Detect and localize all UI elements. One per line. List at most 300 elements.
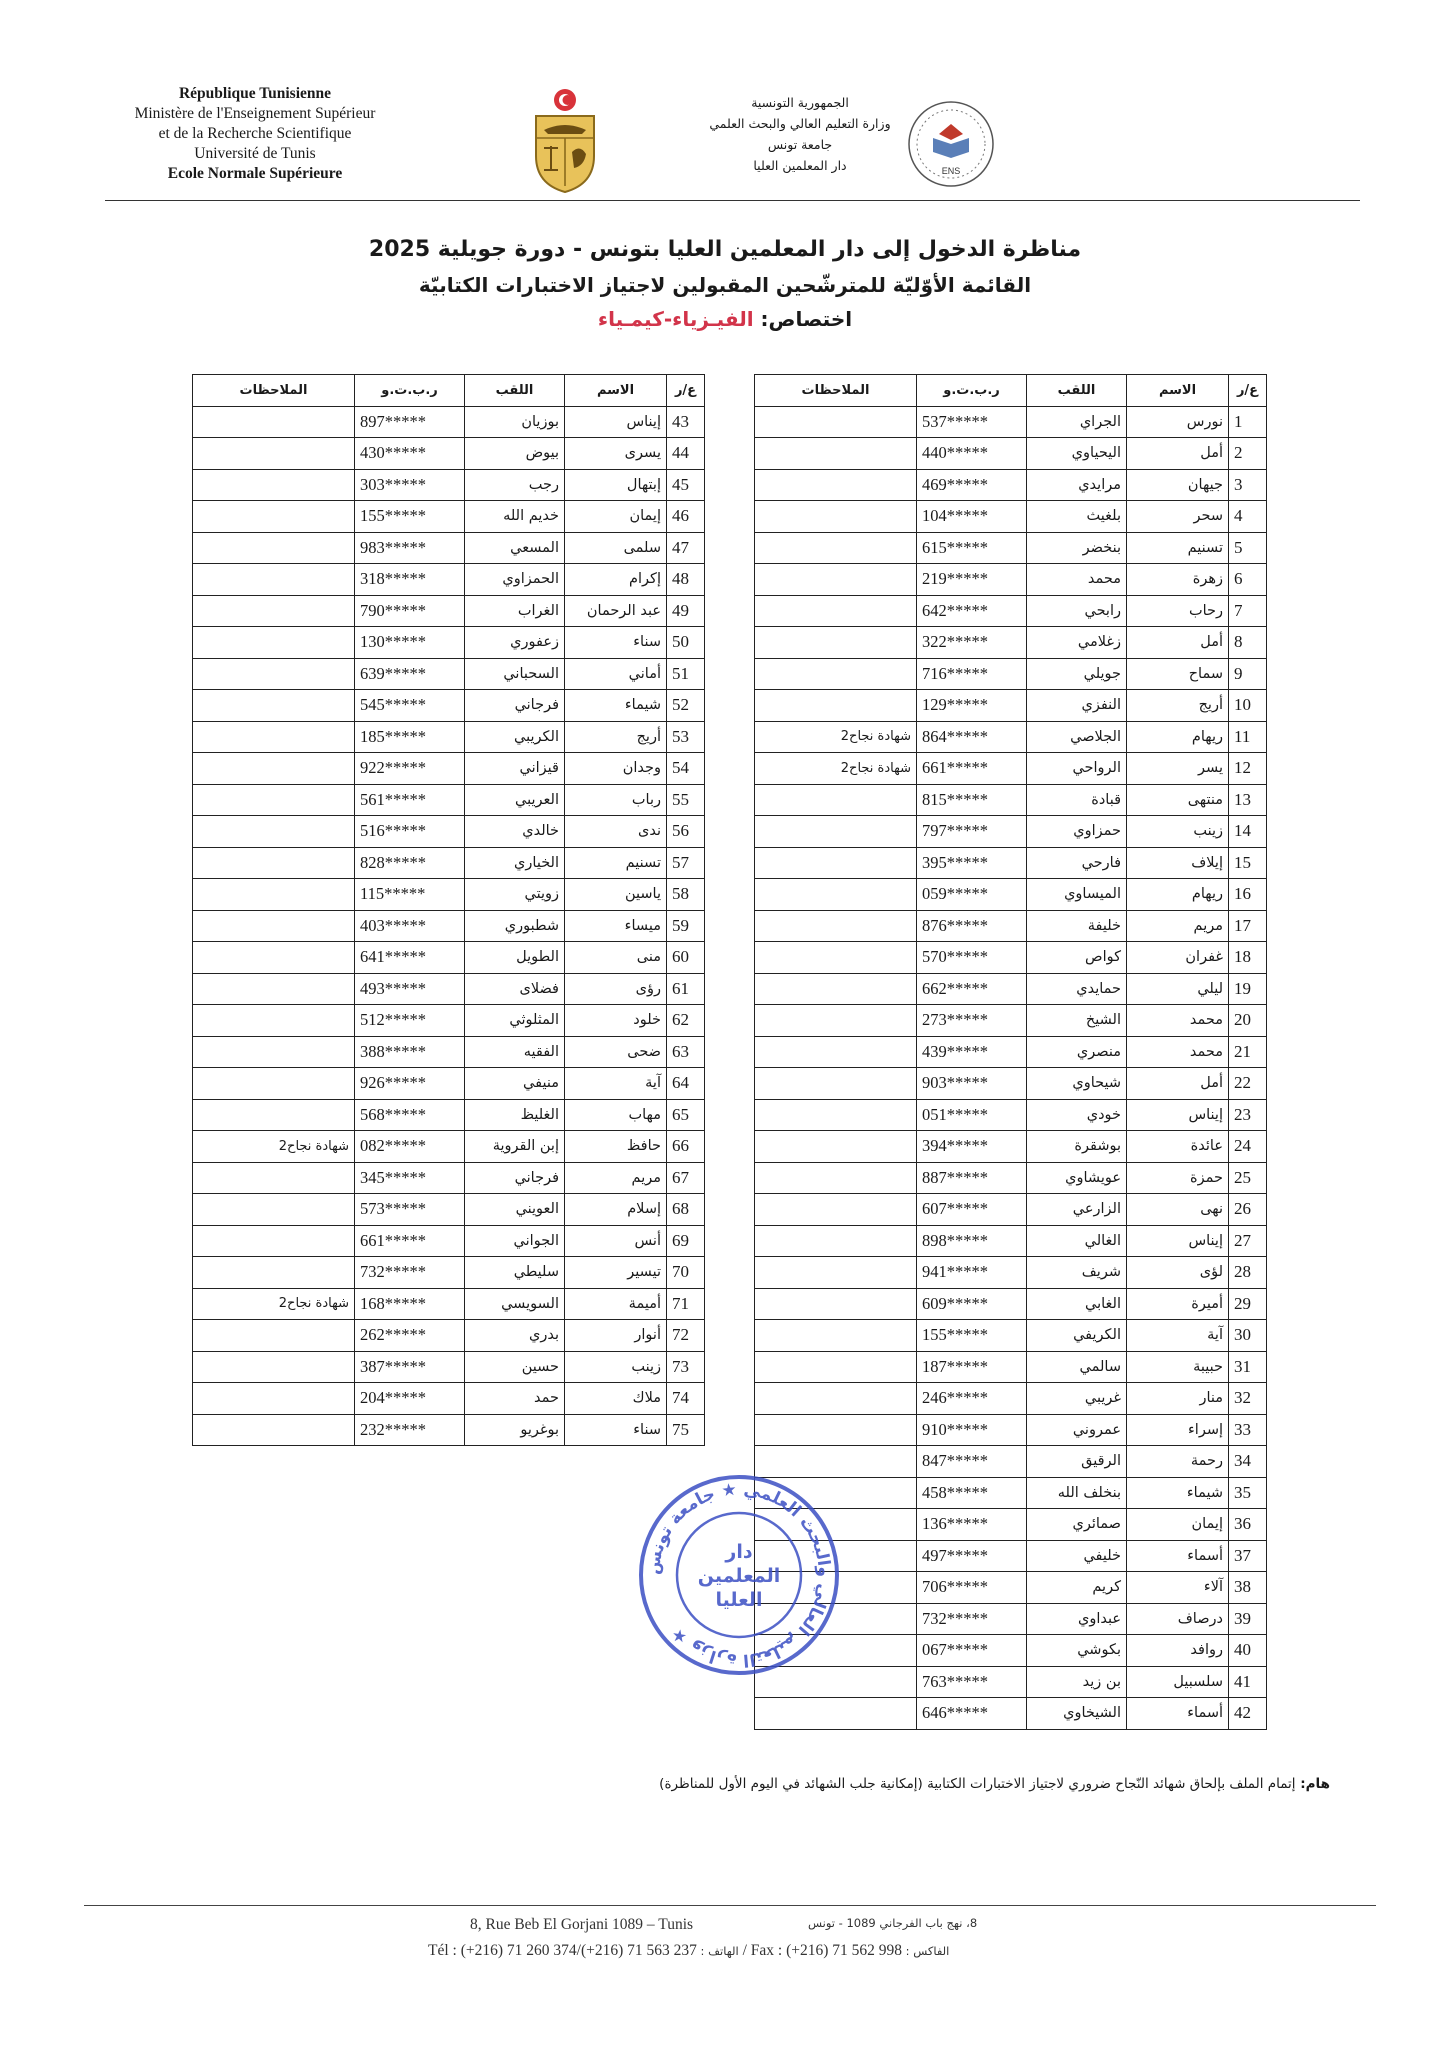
table-row (755, 1131, 1267, 1163)
table-row (193, 595, 705, 627)
candidate-name: مريم (565, 1162, 667, 1194)
candidate-note: شهادة نجاح2 (755, 721, 917, 753)
candidate-number: 73 (667, 1351, 705, 1383)
table-row (755, 438, 1267, 470)
candidate-name: إيمان (565, 501, 667, 533)
candidate-number: 12 (1229, 753, 1267, 785)
table-row (193, 1194, 705, 1226)
table-row (193, 1225, 705, 1257)
candidate-surname: حمزاوي (1027, 816, 1127, 848)
candidate-surname: المثلوثي (465, 1005, 565, 1037)
candidate-surname: الزارعي (1027, 1194, 1127, 1226)
candidate-note (193, 1383, 355, 1415)
header-name: الاسم (1127, 375, 1229, 407)
candidate-note (755, 1005, 917, 1037)
header-french-block (105, 84, 405, 184)
candidate-number: 51 (667, 658, 705, 690)
candidate-surname: اليحياوي (1027, 438, 1127, 470)
candidate-note (193, 438, 355, 470)
candidate-name: عائدة (1127, 1131, 1229, 1163)
table-row (193, 910, 705, 942)
footer-address-ar: 8، نهج باب الفرجاني 1089 - تونس (808, 1916, 978, 1930)
table-row (755, 1257, 1267, 1289)
table-row (755, 1383, 1267, 1415)
candidate-id: 458***** (917, 1477, 1027, 1509)
candidate-surname: قبادة (1027, 784, 1127, 816)
candidates-table-left (192, 374, 705, 1446)
candidate-surname: النفزي (1027, 690, 1127, 722)
candidate-name: ياسين (565, 879, 667, 911)
table-row (755, 532, 1267, 564)
header-name: الاسم (565, 375, 667, 407)
table-row (755, 564, 1267, 596)
candidate-note (755, 1320, 917, 1352)
candidate-note (755, 1162, 917, 1194)
candidate-number: 36 (1229, 1509, 1267, 1541)
candidate-name: يسر (1127, 753, 1229, 785)
candidate-name: لؤى (1127, 1257, 1229, 1289)
candidate-number: 21 (1229, 1036, 1267, 1068)
candidate-id: 387***** (355, 1351, 465, 1383)
table-row (193, 1383, 705, 1415)
candidate-name: منى (565, 942, 667, 974)
candidate-number: 10 (1229, 690, 1267, 722)
candidate-surname: إبن القروية (465, 1131, 565, 1163)
candidate-number: 60 (667, 942, 705, 974)
table-row (193, 564, 705, 596)
table-row (755, 1194, 1267, 1226)
candidate-name: زينب (565, 1351, 667, 1383)
candidate-note (755, 438, 917, 470)
table-row (193, 1036, 705, 1068)
specialty-value: الفيـزياء-كيمـياء (597, 307, 754, 331)
candidate-number: 43 (667, 406, 705, 438)
candidate-id: 115***** (355, 879, 465, 911)
candidate-name: إيلاف (1127, 847, 1229, 879)
candidate-note (193, 1351, 355, 1383)
candidate-note (755, 973, 917, 1005)
table-row (755, 690, 1267, 722)
stamp-center-line: المعلمين (697, 1565, 781, 1587)
footer-divider (84, 1905, 1376, 1906)
candidate-name: وجدان (565, 753, 667, 785)
candidate-id: 790***** (355, 595, 465, 627)
candidate-number: 32 (1229, 1383, 1267, 1415)
table-row (755, 1068, 1267, 1100)
candidate-number: 69 (667, 1225, 705, 1257)
candidate-id: 394***** (917, 1131, 1027, 1163)
table-row (755, 1698, 1267, 1730)
candidate-name: نورس (1127, 406, 1229, 438)
candidate-note (193, 753, 355, 785)
table-header-row (755, 375, 1267, 407)
candidate-surname: فرجاني (465, 1162, 565, 1194)
candidate-surname: صمائري (1027, 1509, 1127, 1541)
candidate-note (193, 1162, 355, 1194)
candidate-name: أمل (1127, 627, 1229, 659)
header-fr-line: République Tunisienne (178, 85, 332, 102)
table-row (755, 1320, 1267, 1352)
candidate-name: أمل (1127, 438, 1229, 470)
candidate-note (193, 1257, 355, 1289)
candidate-name: خلود (565, 1005, 667, 1037)
table-row (193, 1257, 705, 1289)
candidate-name: مريم (1127, 910, 1229, 942)
candidate-surname: فرجاني (465, 690, 565, 722)
candidate-number: 48 (667, 564, 705, 596)
candidate-name: آية (565, 1068, 667, 1100)
candidate-surname: زويتي (465, 879, 565, 911)
candidate-note (755, 1698, 917, 1730)
candidate-note (755, 784, 917, 816)
table-body-left (193, 406, 705, 1446)
candidate-note (193, 469, 355, 501)
candidate-surname: السويسي (465, 1288, 565, 1320)
candidate-name: جيهان (1127, 469, 1229, 501)
candidate-number: 62 (667, 1005, 705, 1037)
candidate-surname: فضلاى (465, 973, 565, 1005)
candidate-surname: كريم (1027, 1572, 1127, 1604)
candidate-id: 104***** (917, 501, 1027, 533)
table-row (193, 721, 705, 753)
candidate-number: 47 (667, 532, 705, 564)
candidate-note (755, 658, 917, 690)
candidate-note (193, 1194, 355, 1226)
candidate-number: 41 (1229, 1666, 1267, 1698)
candidate-id: 516***** (355, 816, 465, 848)
candidate-name: عبد الرحمان (565, 595, 667, 627)
candidate-surname: خديم الله (465, 501, 565, 533)
candidate-id: 430***** (355, 438, 465, 470)
candidate-name: غفران (1127, 942, 1229, 974)
candidate-note: شهادة نجاح2 (193, 1288, 355, 1320)
candidate-number: 65 (667, 1099, 705, 1131)
candidate-name: مهاب (565, 1099, 667, 1131)
candidate-name: تيسير (565, 1257, 667, 1289)
candidate-number: 70 (667, 1257, 705, 1289)
candidate-note (193, 816, 355, 848)
candidate-note (193, 627, 355, 659)
candidate-name: ندى (565, 816, 667, 848)
candidate-surname: مرايدي (1027, 469, 1127, 501)
header-ar-line: دار المعلمين العليا (753, 158, 847, 173)
table-row (755, 847, 1267, 879)
candidate-number: 27 (1229, 1225, 1267, 1257)
candidate-id: 926***** (355, 1068, 465, 1100)
table-row (755, 1225, 1267, 1257)
candidate-surname: الرقيق (1027, 1446, 1127, 1478)
candidate-surname: الغراب (465, 595, 565, 627)
candidate-name: يسرى (565, 438, 667, 470)
candidate-id: 262***** (355, 1320, 465, 1352)
candidate-note (193, 1068, 355, 1100)
candidate-number: 53 (667, 721, 705, 753)
table-row (193, 784, 705, 816)
candidate-name: تسنيم (1127, 532, 1229, 564)
candidate-surname: غريبي (1027, 1383, 1127, 1415)
candidate-note (755, 1257, 917, 1289)
candidate-surname: سليطي (465, 1257, 565, 1289)
footer-fax: Fax : (+216) 71 562 998 (750, 1942, 903, 1959)
table-row (193, 816, 705, 848)
candidate-number: 71 (667, 1288, 705, 1320)
table-row (755, 658, 1267, 690)
candidate-id: 246***** (917, 1383, 1027, 1415)
candidate-number: 24 (1229, 1131, 1267, 1163)
candidate-surname: شطبوري (465, 910, 565, 942)
header-fr-line: Université de Tunis (194, 145, 316, 162)
table-row (193, 438, 705, 470)
stamp-center-line: العليا (715, 1589, 763, 1611)
candidate-id: 662***** (917, 973, 1027, 1005)
candidate-number: 15 (1229, 847, 1267, 879)
header-arabic-block (655, 92, 945, 176)
candidate-number: 20 (1229, 1005, 1267, 1037)
table-row (193, 532, 705, 564)
candidate-id: 570***** (917, 942, 1027, 974)
table-row (193, 406, 705, 438)
candidate-number: 58 (667, 879, 705, 911)
candidate-surname: السحباني (465, 658, 565, 690)
candidate-number: 25 (1229, 1162, 1267, 1194)
candidate-note (755, 1351, 917, 1383)
candidate-surname: بلغيث (1027, 501, 1127, 533)
table-row (755, 1099, 1267, 1131)
table-row (755, 753, 1267, 785)
candidate-surname: الكريفي (1027, 1320, 1127, 1352)
table-row (193, 847, 705, 879)
candidate-surname: الغليظ (465, 1099, 565, 1131)
candidate-name: إبتهال (565, 469, 667, 501)
candidate-id: 537***** (917, 406, 1027, 438)
note-text: إتمام الملف بإلحاق شهائد النّجاح ضروري لاجتياز الاختبارات الكتابية (إمكانية جلب الشهائد في اليوم الأول للمناظرة) (659, 1776, 1296, 1792)
candidate-surname: منيفي (465, 1068, 565, 1100)
table-row (755, 627, 1267, 659)
candidate-name: ليلي (1127, 973, 1229, 1005)
candidate-number: 23 (1229, 1099, 1267, 1131)
candidate-number: 9 (1229, 658, 1267, 690)
candidate-name: إكرام (565, 564, 667, 596)
candidate-note (193, 879, 355, 911)
candidate-number: 13 (1229, 784, 1267, 816)
header-fr-line: Ministère de l'Enseignement Supérieur (134, 105, 376, 122)
candidate-number: 64 (667, 1068, 705, 1100)
candidate-number: 22 (1229, 1068, 1267, 1100)
table-row (755, 469, 1267, 501)
footer-fax-ar: : الفاكس (902, 1944, 950, 1958)
candidate-surname: العريبي (465, 784, 565, 816)
candidate-name: سناء (565, 627, 667, 659)
candidate-number: 52 (667, 690, 705, 722)
candidate-note (755, 942, 917, 974)
candidate-name: أسماء (1127, 1540, 1229, 1572)
candidate-id: 642***** (917, 595, 1027, 627)
header-ar-line: جامعة تونس (767, 137, 833, 152)
candidate-id: 345***** (355, 1162, 465, 1194)
candidate-name: أريج (565, 721, 667, 753)
candidate-number: 17 (1229, 910, 1267, 942)
candidate-id: 561***** (355, 784, 465, 816)
table-row (755, 721, 1267, 753)
candidate-id: 646***** (917, 1698, 1027, 1730)
candidate-note (193, 1005, 355, 1037)
candidate-name: نهى (1127, 1194, 1229, 1226)
table-row (755, 1351, 1267, 1383)
candidate-name: ميساء (565, 910, 667, 942)
candidate-name: محمد (1127, 1005, 1229, 1037)
footer-contacts (428, 1942, 949, 1960)
candidate-number: 75 (667, 1414, 705, 1446)
candidate-id: 763***** (917, 1666, 1027, 1698)
candidate-surname: الغالي (1027, 1225, 1127, 1257)
footer-tel: Tél : (+216) 71 260 374/(+216) 71 563 237 (428, 1942, 697, 1959)
candidate-number: 59 (667, 910, 705, 942)
footer-address-fr: 8, Rue Beb El Gorjani 1089 – Tunis (470, 1916, 694, 1933)
candidate-note (193, 564, 355, 596)
candidate-id: 130***** (355, 627, 465, 659)
candidate-number: 46 (667, 501, 705, 533)
candidate-id: 403***** (355, 910, 465, 942)
candidate-number: 38 (1229, 1572, 1267, 1604)
candidate-number: 2 (1229, 438, 1267, 470)
candidate-id: 185***** (355, 721, 465, 753)
candidate-note (755, 690, 917, 722)
candidate-note: شهادة نجاح2 (755, 753, 917, 785)
candidate-note (193, 690, 355, 722)
candidate-id: 661***** (355, 1225, 465, 1257)
candidate-id: 303***** (355, 469, 465, 501)
candidate-surname: بوشقرة (1027, 1131, 1127, 1163)
candidate-number: 40 (1229, 1635, 1267, 1667)
candidate-note (755, 1068, 917, 1100)
candidate-surname: الجواني (465, 1225, 565, 1257)
candidate-note (755, 847, 917, 879)
candidate-id: 545***** (355, 690, 465, 722)
candidate-name: منتهى (1127, 784, 1229, 816)
candidate-surname: خالدي (465, 816, 565, 848)
candidate-id: 469***** (917, 469, 1027, 501)
candidate-surname: العويني (465, 1194, 565, 1226)
candidate-number: 18 (1229, 942, 1267, 974)
candidate-surname: بوزيان (465, 406, 565, 438)
table-row (193, 1068, 705, 1100)
header-id: ر.ب.ت.و (355, 375, 465, 407)
candidate-number: 34 (1229, 1446, 1267, 1478)
candidate-surname: شريف (1027, 1257, 1127, 1289)
candidate-name: حافظ (565, 1131, 667, 1163)
candidate-note: شهادة نجاح2 (193, 1131, 355, 1163)
candidate-number: 55 (667, 784, 705, 816)
candidate-surname: منصري (1027, 1036, 1127, 1068)
candidate-note (755, 595, 917, 627)
candidate-surname: رجب (465, 469, 565, 501)
candidate-name: حبيبة (1127, 1351, 1229, 1383)
header-num: ع/ر (667, 375, 705, 407)
candidate-id: 941***** (917, 1257, 1027, 1289)
header-surname: اللقب (1027, 375, 1127, 407)
candidate-number: 72 (667, 1320, 705, 1352)
table-header-row (193, 375, 705, 407)
table-row (755, 973, 1267, 1005)
table-row (755, 1288, 1267, 1320)
candidate-id: 887***** (917, 1162, 1027, 1194)
candidate-note (193, 973, 355, 1005)
candidate-name: سلسبيل (1127, 1666, 1229, 1698)
candidate-id: 910***** (917, 1414, 1027, 1446)
candidate-surname: المسعي (465, 532, 565, 564)
candidate-number: 56 (667, 816, 705, 848)
candidate-id: 219***** (917, 564, 1027, 596)
candidate-id: 797***** (917, 816, 1027, 848)
candidate-note (755, 1036, 917, 1068)
title-line-1: مناظرة الدخول إلى دار المعلمين العليا بتونس - دورة جويلية 2025 (368, 237, 1082, 262)
candidate-id: 847***** (917, 1446, 1027, 1478)
candidate-note (755, 879, 917, 911)
stamp-center-line: دار (725, 1541, 753, 1563)
table-row (193, 658, 705, 690)
candidate-name: زهرة (1127, 564, 1229, 596)
candidate-surname: بنخلف الله (1027, 1477, 1127, 1509)
candidate-name: درصاف (1127, 1603, 1229, 1635)
candidate-name: أميمة (565, 1288, 667, 1320)
candidate-note (193, 910, 355, 942)
title-line-2: القائمة الأوّليّة للمترشّحين المقبولين لاجتياز الاختبارات الكتابيّة (418, 273, 1032, 297)
candidate-surname: الجراي (1027, 406, 1127, 438)
candidate-surname: زغلامي (1027, 627, 1127, 659)
candidate-note (755, 1131, 917, 1163)
candidate-id: 187***** (917, 1351, 1027, 1383)
candidate-id: 082***** (355, 1131, 465, 1163)
candidate-name: أمل (1127, 1068, 1229, 1100)
candidate-name: ضحى (565, 1036, 667, 1068)
candidate-id: 051***** (917, 1099, 1027, 1131)
candidate-surname: زعفوري (465, 627, 565, 659)
candidate-name: سناء (565, 1414, 667, 1446)
candidate-name: أسماء (1127, 1698, 1229, 1730)
table-row (193, 1414, 705, 1446)
table-row (193, 1351, 705, 1383)
candidate-id: 155***** (917, 1320, 1027, 1352)
table-row (193, 627, 705, 659)
candidate-number: 31 (1229, 1351, 1267, 1383)
candidate-id: 232***** (355, 1414, 465, 1446)
candidate-name: شيماء (565, 690, 667, 722)
candidate-number: 44 (667, 438, 705, 470)
header-notes: الملاحظات (193, 375, 355, 407)
candidate-number: 5 (1229, 532, 1267, 564)
candidate-note (755, 1414, 917, 1446)
candidate-id: 716***** (917, 658, 1027, 690)
candidate-surname: بيوض (465, 438, 565, 470)
header-id: ر.ب.ت.و (917, 375, 1027, 407)
candidate-surname: خليفة (1027, 910, 1127, 942)
candidate-note (755, 1383, 917, 1415)
candidate-note (755, 1194, 917, 1226)
important-note (540, 1776, 1330, 1792)
candidate-number: 4 (1229, 501, 1267, 533)
candidate-number: 8 (1229, 627, 1267, 659)
candidate-name: أميرة (1127, 1288, 1229, 1320)
tunisia-emblem-icon (528, 86, 602, 194)
candidate-number: 26 (1229, 1194, 1267, 1226)
table-row (755, 595, 1267, 627)
candidate-id: 129***** (917, 690, 1027, 722)
candidate-name: ريهام (1127, 721, 1229, 753)
candidate-surname: الخياري (465, 847, 565, 879)
header-ar-line: الجمهورية التونسية (751, 95, 849, 110)
candidate-surname: حمد (465, 1383, 565, 1415)
candidate-id: 388***** (355, 1036, 465, 1068)
